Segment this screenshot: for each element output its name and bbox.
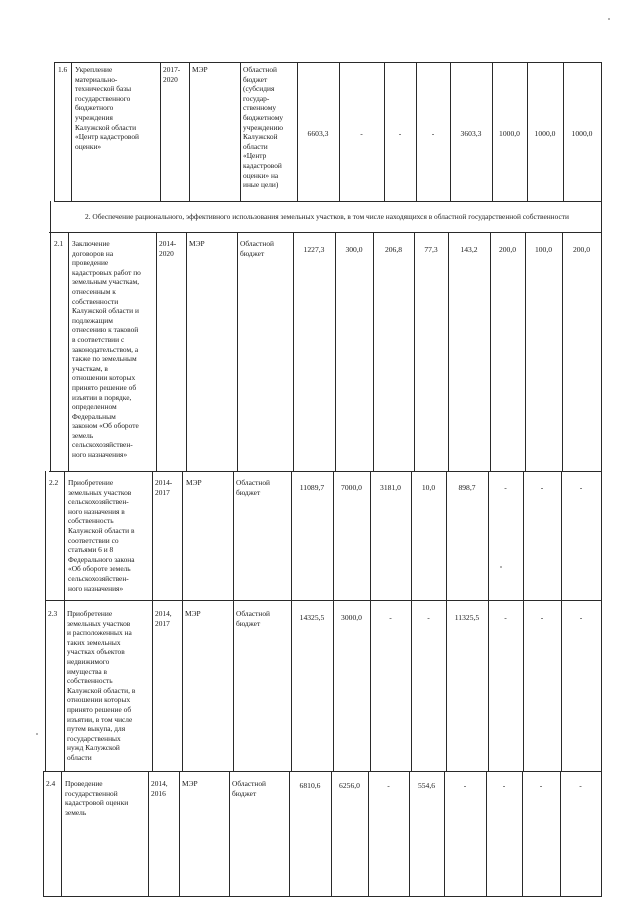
value-total: 11089,7 [299,483,325,492]
col-sep [152,471,153,771]
value-2020: 1000,0 [571,129,593,138]
col-sep [189,62,190,201]
value-2018: 1000,0 [499,129,520,138]
scan-speck [500,566,502,568]
row-1-6-bottom-border [54,201,601,202]
value-2018: - [502,781,506,790]
funding-source: Областной бюджет [240,239,274,258]
row-number: 1.6 [58,65,68,74]
left-border-segment [43,771,44,896]
col-sep [179,771,180,896]
implementation-years: 2014, 2016 [151,779,168,798]
value-2015: 206,8 [384,245,403,254]
value-2018: - [504,483,507,492]
value-2019: 100,0 [534,245,553,254]
value-2019: - [540,613,544,622]
value-total: 14325,5 [299,613,325,622]
implementation-years: 2017- 2020 [163,65,181,84]
col-sep [160,62,161,201]
measure-name: Приобретение земельных участков сельскохозяйствен- ного назначения в собственность Калужской области в соответствии со статьями 6 и 8 Федерального закона «Об обороте земель сельскохозяйствен- ного назначения» [68,478,135,593]
col-sep [71,62,72,201]
implementation-years: 2014- 2017 [155,478,173,497]
col-sep [64,471,65,771]
col-sep [68,232,69,471]
row-number: 2.4 [46,779,56,788]
value-2017: 3603,3 [460,129,482,138]
executor: МЭР [185,609,201,618]
col-sep [61,771,62,896]
value-2014: 6256,0 [339,781,360,790]
col-sep [229,771,230,896]
section-heading: 2. Обеспечение рационального, эффективного использования земельных участков, в том числе находящихся в областной государственной собственности [85,212,569,221]
row-2-2-bottom-border [45,600,602,601]
value-2014: 7000,0 [341,483,362,492]
col-sep [373,232,374,471]
row-2-3-bottom-border [43,771,602,772]
left-border-segment [45,471,46,771]
row-number: 2.2 [49,478,59,487]
executor: МЭР [189,239,205,248]
value-2014: - [360,129,363,138]
value-2020: - [579,613,583,622]
value-2019: - [539,781,543,790]
value-2016: 77,3 [424,245,438,254]
value-2014: 3000,0 [341,613,362,622]
value-2017: - [463,781,467,790]
implementation-years: 2014- 2020 [159,239,177,258]
row-2-1-bottom-border [49,471,602,472]
funding-source: Областной бюджет (субсидия государ- ственному бюджетному учреждению Калужской области «Центр кадастровой оценки» на иные цели) [243,65,284,190]
scan-speck [608,18,610,20]
measure-name: Заключение договоров на проведение кадастровых работ по земельным участкам, отнесенным к собственности Калужской области и подлежащим отнесению к таковой в соответствии с законодательством, а также по земельным участкам, в отношении которых принято решение об изъятии в порядке, определенном Федеральным законом «Об обороте земель сельскохозяйствен- ного назначения» [72,239,141,460]
value-total: 6603,3 [307,129,329,138]
measure-name: Приобретение земельных участков и расположенных на таких земельных участках объектов недвижимого имущества в собственность Калужской области, в отношении которых принято решение об изъятии, в том числе путем выкупа, для государственных нужд Калужской области [67,609,136,762]
col-sep [414,232,415,471]
value-total: 6810,6 [299,781,321,790]
col-sep [293,232,294,471]
value-2014: 300,0 [345,245,363,254]
row-number: 2.1 [54,239,64,248]
executor: МЭР [186,478,202,487]
col-sep [237,232,238,471]
value-total: 1227,3 [303,245,325,254]
section-heading-bottom-border [49,232,602,233]
value-2018: - [504,613,507,622]
value-2016: 10,0 [421,483,436,492]
table-top-border [54,62,601,63]
value-2017: 143,2 [460,245,478,254]
value-2015: - [389,613,392,622]
value-2017: 898,7 [458,483,476,492]
left-border-segment [54,62,55,201]
col-sep [490,232,491,471]
col-sep [233,471,234,771]
table-bottom-border [43,896,602,897]
col-sep [525,232,526,471]
funding-source: Областной бюджет [236,478,270,497]
col-sep [186,232,187,471]
value-2019: 1000,0 [534,129,556,138]
measure-name: Укрепление материально- технической базы государственного бюджетного учреждения Калужской области «Центр кадастровой оценки» [75,65,140,151]
row-number: 2.3 [48,609,58,618]
left-border-segment [50,201,51,471]
scan-speck [36,733,38,735]
col-sep [335,232,336,471]
value-2016: - [427,613,430,622]
value-2016: 554,6 [417,781,436,790]
value-2015: 3181,0 [380,483,401,492]
value-2016: - [431,129,435,138]
value-2015: - [398,129,402,138]
value-2019: - [540,483,544,492]
col-sep [448,232,449,471]
value-2015: - [387,781,390,790]
executor: МЭР [182,779,198,788]
value-2020: - [579,781,582,790]
funding-source: Областной бюджет [236,609,270,628]
col-sep [562,232,563,471]
measure-name: Проведение государственной кадастровой оценки земель [65,779,129,817]
col-sep [182,471,183,771]
value-2018: 200,0 [498,245,517,254]
executor: МЭР [192,65,208,74]
implementation-years: 2014, 2017 [155,609,172,628]
col-sep [156,232,157,471]
value-2017: 11325,5 [454,613,480,622]
funding-source: Областной бюджет [232,779,266,798]
value-2020: - [579,483,583,492]
col-sep [148,771,149,896]
value-2020: 200,0 [572,245,591,254]
right-border [601,62,602,896]
col-sep [240,62,241,201]
